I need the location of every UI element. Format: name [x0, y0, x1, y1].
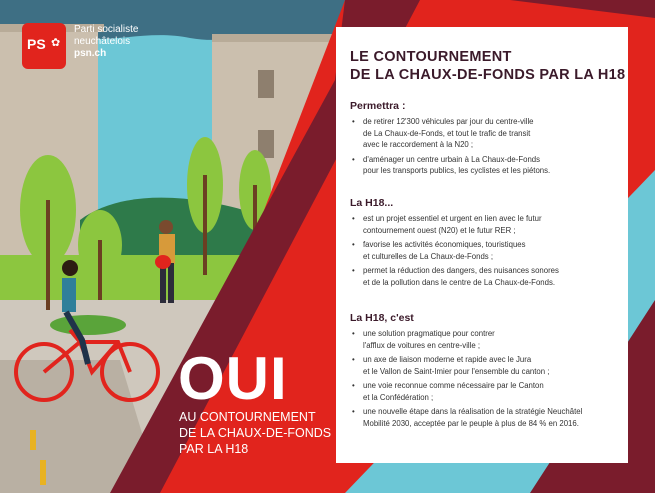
oui-headline: OUI — [178, 345, 288, 412]
list-item — [350, 213, 559, 236]
list-item — [350, 116, 550, 151]
item-line: • est un projet essentiel et urgent en lien avec le futur — [363, 214, 542, 223]
party-name — [74, 24, 138, 60]
item-line: pour les transports publics, les cyclistes et les piétons. — [363, 166, 551, 175]
rose-icon: ✿ — [51, 37, 61, 49]
party-url[interactable]: psn.ch — [74, 48, 107, 59]
item-line: • permet la réduction des dangers, des nuisances sonores — [363, 266, 559, 275]
party-name-line2: neuchâtelois — [74, 36, 131, 47]
item-line: • une solution pragmatique pour contrer — [363, 329, 495, 338]
list-item — [350, 328, 582, 351]
item-line: Mobilité 2030, acceptée par le peuple à plus de 84 % en 2016. — [363, 418, 579, 428]
section-heading: Permettra : — [350, 100, 406, 112]
section-h18-cest — [350, 312, 582, 432]
item-line: et culturelles de La Chaux-de-Fonds ; — [363, 251, 494, 261]
card-title-line: DE LA CHAUX-DE-FONDS PAR LA H18 — [350, 67, 626, 83]
item-line: et la Confédération ; — [363, 392, 434, 402]
item-line: • une voie reconnue comme nécessaire par le Canton — [363, 381, 544, 390]
section-h18 — [350, 197, 559, 291]
item-line: • un axe de liaison moderne et rapide avec le Jura — [363, 355, 532, 364]
list-item — [350, 380, 582, 403]
list-item — [350, 406, 582, 429]
item-line: et de la pollution dans le centre de La Chaux-de-Fonds. — [363, 277, 556, 287]
info-card — [336, 27, 628, 463]
item-line: contournement ouest (N20) et le futur RER ; — [363, 225, 516, 235]
item-line: et le Vallon de Saint-Imier pour l'ensemble du canton ; — [363, 366, 550, 376]
oui-subtitle-line: AU CONTOURNEMENT — [179, 410, 316, 424]
list-item — [350, 239, 559, 262]
item-line: avec le raccordement à la N20 ; — [363, 140, 474, 149]
card-title — [350, 48, 625, 84]
oui-subtitle-line: PAR LA H18 — [179, 442, 249, 456]
list-item — [350, 354, 582, 377]
item-line: • favorise les activités économiques, touristiques — [363, 240, 526, 249]
item-line: • de retirer 12'300 véhicules par jour du centre-ville — [363, 117, 534, 126]
item-line: l'afflux de voitures en centre-ville ; — [363, 340, 481, 350]
item-line: de La Chaux-de-Fonds, et tout le trafic de transit — [363, 128, 531, 138]
list-item — [350, 265, 559, 288]
section-heading: La H18... — [350, 197, 394, 209]
oui-subtitle — [179, 409, 331, 457]
item-line: • une nouvelle étape dans la réalisation de la stratégie Neuchâtel — [363, 407, 583, 416]
party-name-line1: Parti socialiste — [74, 24, 139, 35]
item-line: • d'aménager un centre urbain à La Chaux-de-Fonds — [363, 154, 541, 164]
section-permettra — [350, 100, 550, 180]
section-heading: La H18, c'est — [350, 312, 414, 324]
ps-logo[interactable] — [22, 23, 66, 69]
list-item — [350, 154, 550, 177]
logo-text: PS — [27, 36, 46, 52]
card-title-line: LE CONTOURNEMENT — [350, 49, 512, 65]
oui-subtitle-line: DE LA CHAUX-DE-FONDS — [179, 426, 332, 440]
